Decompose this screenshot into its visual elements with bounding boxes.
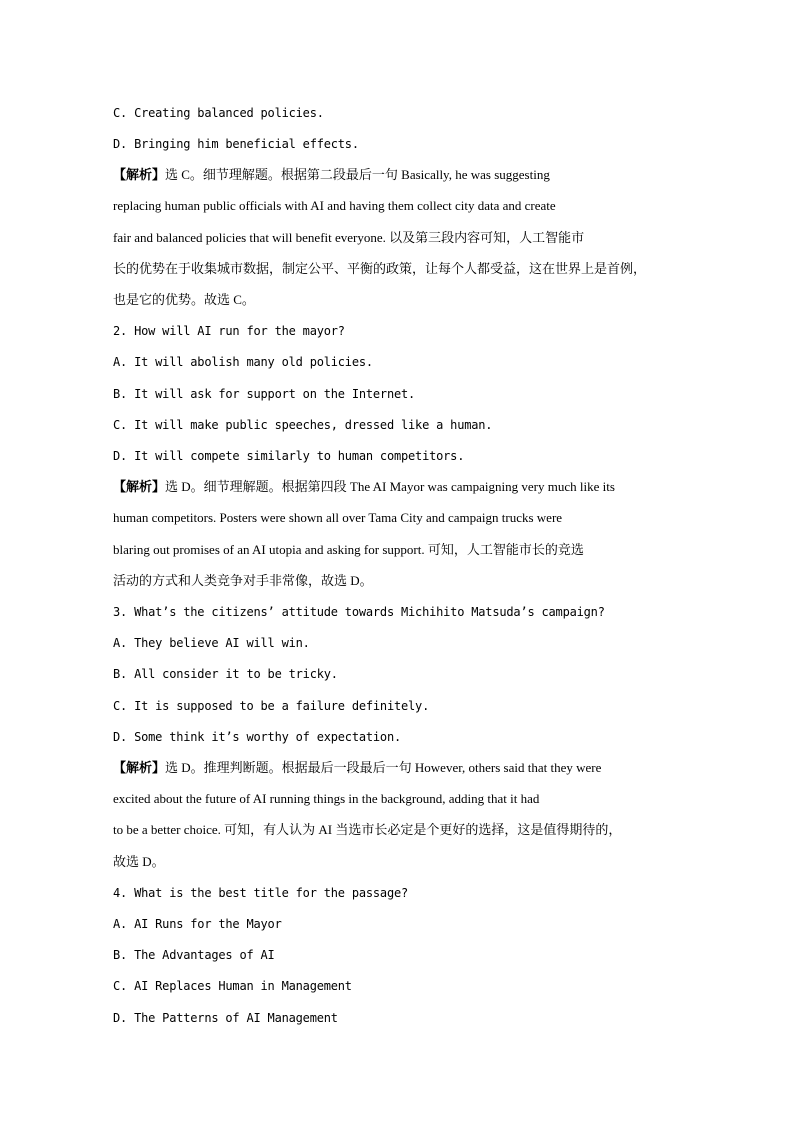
q2-option-a: A. It will abolish many old policies.: [113, 355, 373, 369]
q2-option-d: D. It will compete similarly to human competitors.: [113, 449, 465, 463]
q3-analysis-line-2: excited about the future of AI running things in the background, adding that it had: [113, 791, 540, 806]
q3-analysis-line-4: 故选 D。: [113, 854, 165, 869]
q2-analysis-line-2: human competitors. Posters were shown all over Tama City and campaign trucks were: [113, 510, 563, 525]
q1-analysis-line-4: 长的优势在于收集城市数据，制定公平、平衡的政策，让每个人都受益，这在世界上是首例，: [113, 261, 647, 276]
q2-analysis-line-4: 活动的方式和人类竞争对手非常像，故选 D。: [113, 573, 373, 588]
q4-option-c: C. AI Replaces Human in Management: [113, 979, 352, 993]
q3-option-b: B. All consider it to be tricky.: [113, 667, 338, 681]
analysis-label: 【解析】: [113, 167, 166, 182]
q3-analysis-line-1: [113, 758, 683, 778]
q1-option-c: C. Creating balanced policies.: [113, 106, 324, 120]
q4-option-b: B. The Advantages of AI: [113, 948, 275, 962]
analysis-text: 选 D。推理判断题。根据最后一段最后一句 However, others said that they were: [165, 760, 602, 775]
q1-option-d: D. Bringing him beneficial effects.: [113, 137, 359, 151]
q1-analysis-line-3: fair and balanced policies that will benefit everyone. 以及第三段内容可知，人工智能市: [113, 230, 585, 245]
q3-question: 3. What’s the citizens’ attitude towards Michihito Matsuda’s campaign?: [113, 605, 605, 619]
q2-analysis-line-1: [113, 477, 683, 497]
q3-option-a: A. They believe AI will win.: [113, 636, 310, 650]
q2-question: 2. How will AI run for the mayor?: [113, 324, 345, 338]
q3-analysis-line-3: to be a better choice. 可知，有人认为 AI 当选市长必定是个更好的选择，这是值得期待的，: [113, 822, 622, 837]
q3-option-d: D. Some think it’s worthy of expectation.: [113, 730, 402, 744]
analysis-text: 选 C。细节理解题。根据第二段最后一句 Basically, he was suggesting: [165, 167, 550, 182]
q1-analysis-line-2: replacing human public officials with AI and having them collect city data and create: [113, 198, 556, 213]
analysis-label: 【解析】: [113, 760, 166, 775]
q3-option-c: C. It is supposed to be a failure definitely.: [113, 699, 430, 713]
q4-option-a: A. AI Runs for the Mayor: [113, 917, 282, 931]
analysis-text: 选 D。细节理解题。根据第四段 The AI Mayor was campaigning very much like its: [165, 479, 615, 494]
q1-analysis-line-5: 也是它的优势。故选 C。: [113, 292, 255, 307]
q4-question: 4. What is the best title for the passage?: [113, 886, 409, 900]
q4-option-d: D. The Patterns of AI Management: [113, 1011, 338, 1025]
analysis-label: 【解析】: [113, 479, 166, 494]
q2-option-c: C. It will make public speeches, dressed like a human.: [113, 418, 493, 432]
q2-option-b: B. It will ask for support on the Internet.: [113, 387, 416, 401]
q2-analysis-line-3: blaring out promises of an AI utopia and asking for support. 可知，人工智能市长的竞选: [113, 542, 584, 557]
q1-analysis-line-1: [113, 165, 683, 185]
